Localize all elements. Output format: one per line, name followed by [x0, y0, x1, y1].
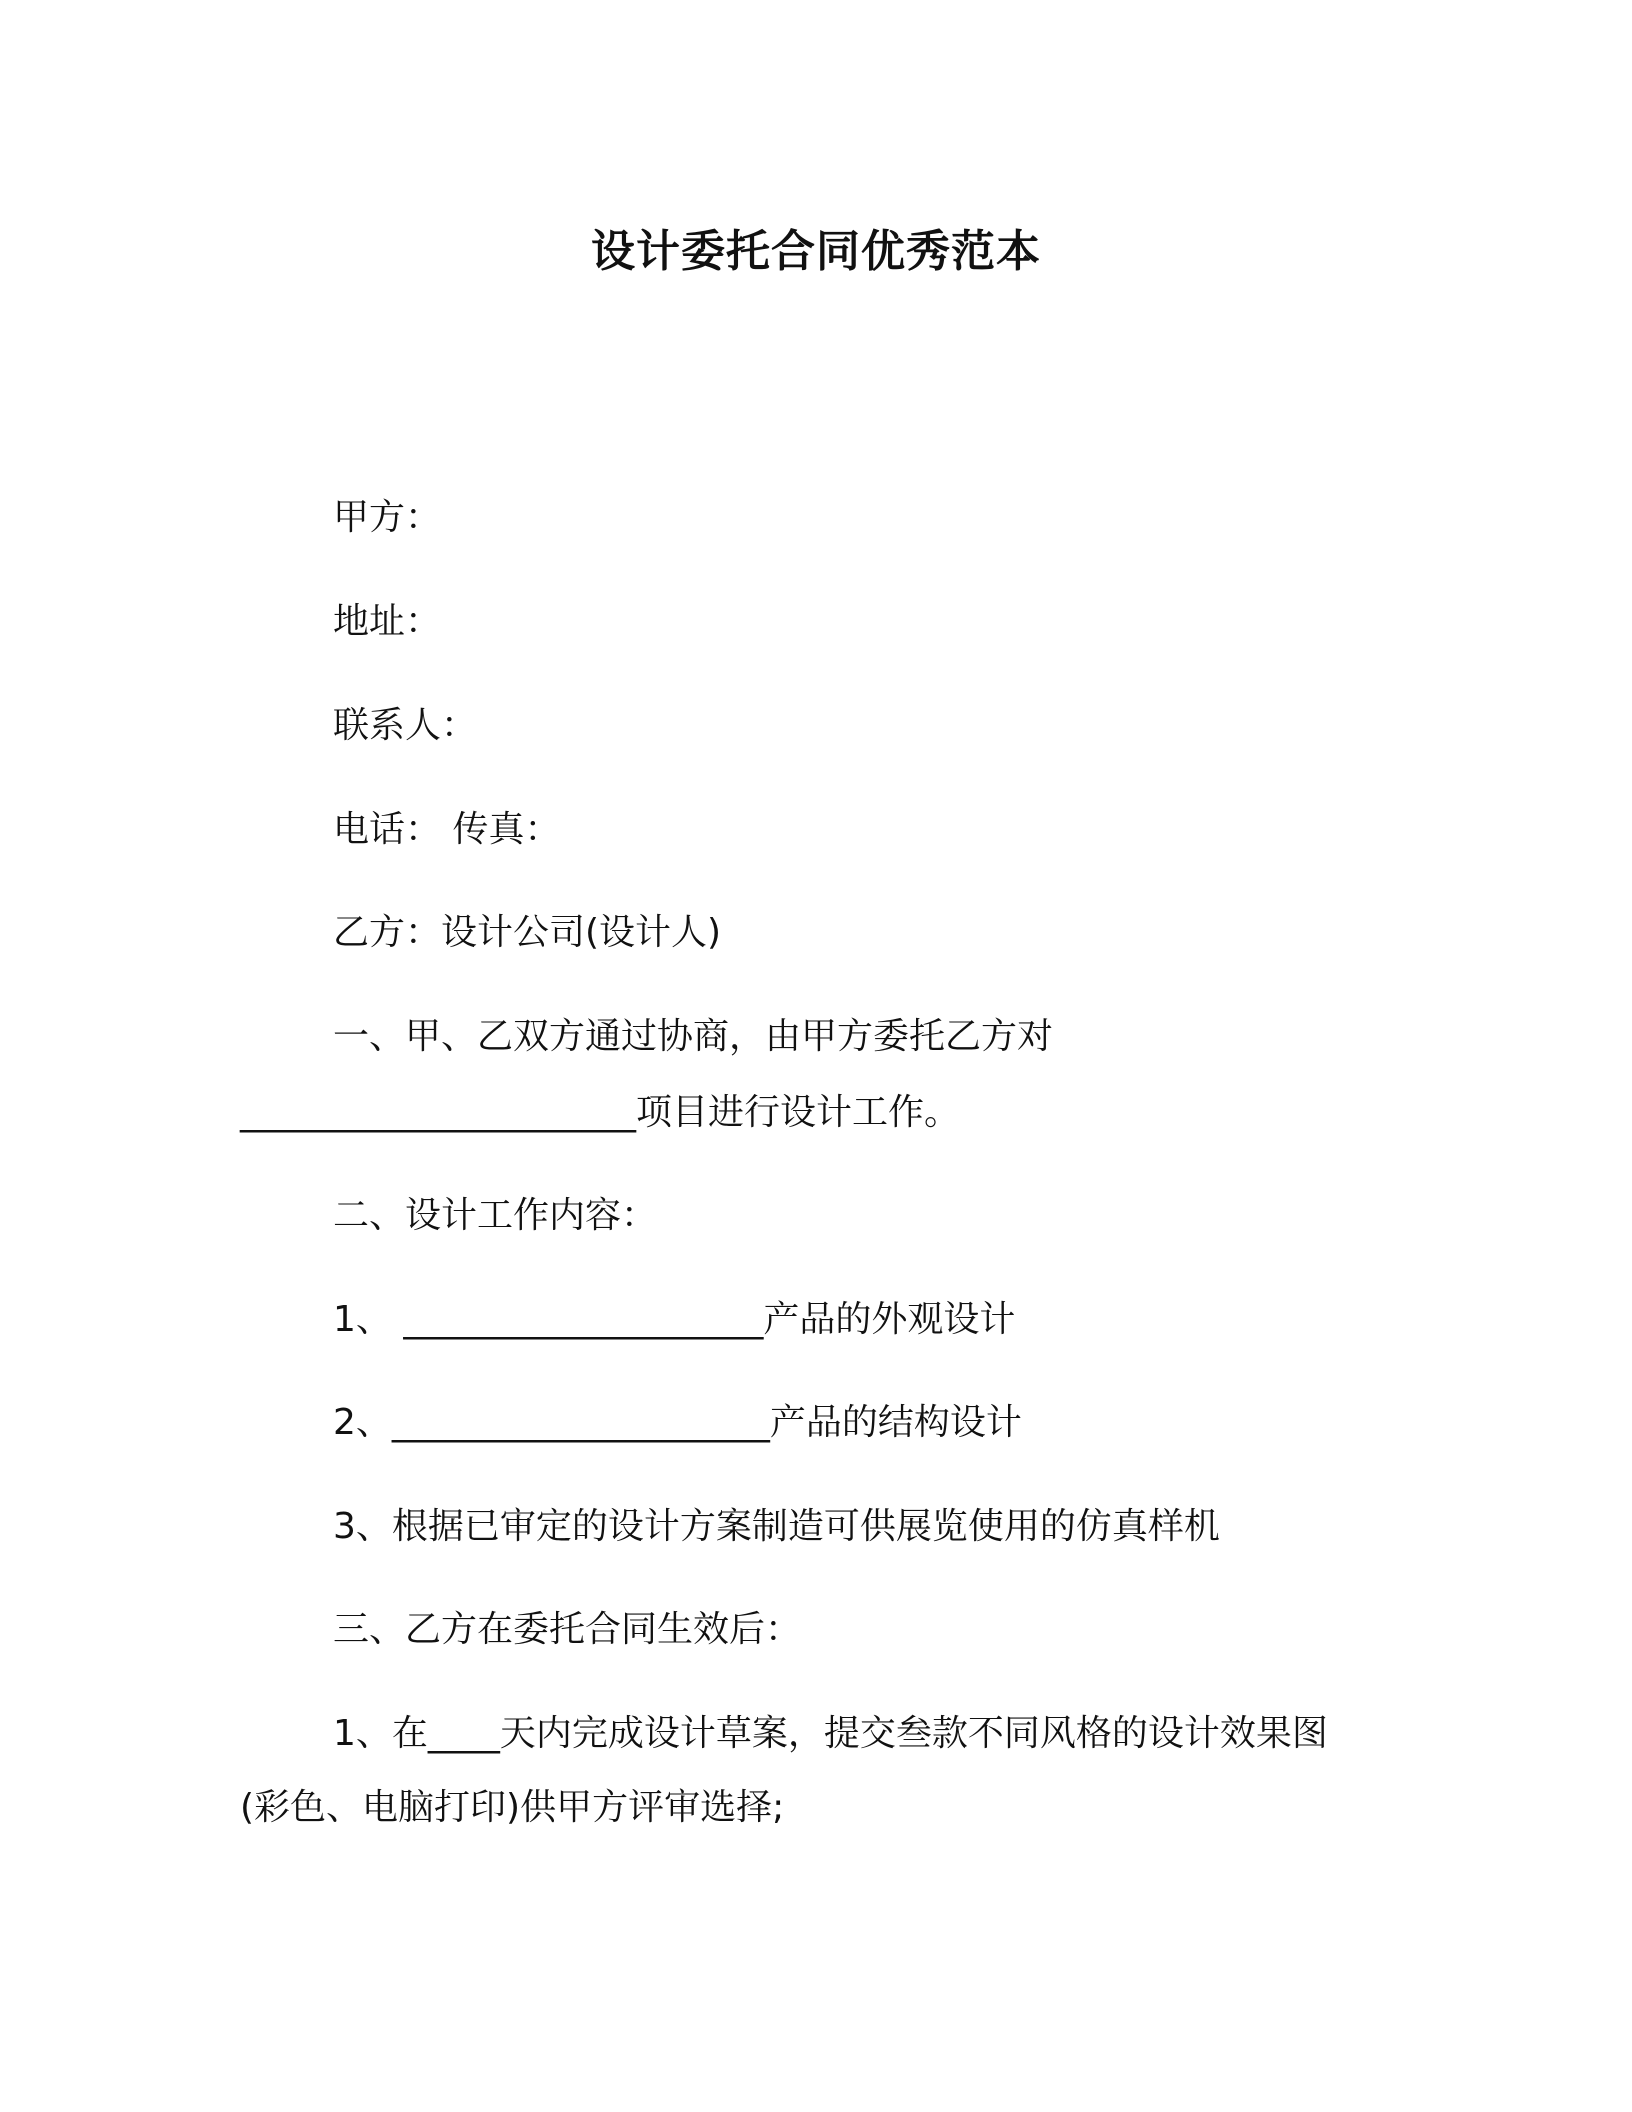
clause-2-item-3: 3、根据已审定的设计方案制造可供展览使用的仿真样机	[333, 1506, 1220, 1547]
phone-fax-line: 电话： 传真：	[333, 809, 561, 850]
clause-3-item-1-line-1: 1、在____天内完成设计草案，提交叁款不同风格的设计效果图	[333, 1713, 1328, 1754]
document-title: 设计委托合同优秀范本	[591, 226, 1041, 277]
clause-1-line-2: ______________________项目进行设计工作。	[240, 1092, 961, 1133]
address-line: 地址：	[333, 601, 442, 642]
party-b-line: 乙方：设计公司(设计人)	[333, 912, 722, 953]
clause-2-item-2: 2、_____________________产品的结构设计	[333, 1402, 1022, 1443]
clause-2-item-1: 1、 ____________________产品的外观设计	[333, 1299, 1016, 1340]
clause-2-heading: 二、设计工作内容：	[333, 1195, 658, 1236]
contact-person-line: 联系人：	[333, 705, 478, 746]
clause-3-heading: 三、乙方在委托合同生效后：	[333, 1609, 802, 1650]
party-a-line: 甲方：	[333, 497, 442, 538]
clause-1-line-1: 一、甲、乙双方通过协商，由甲方委托乙方对	[333, 1016, 1054, 1057]
clause-3-item-1-line-2: (彩色、电脑打印)供甲方评审选择;	[240, 1787, 785, 1828]
